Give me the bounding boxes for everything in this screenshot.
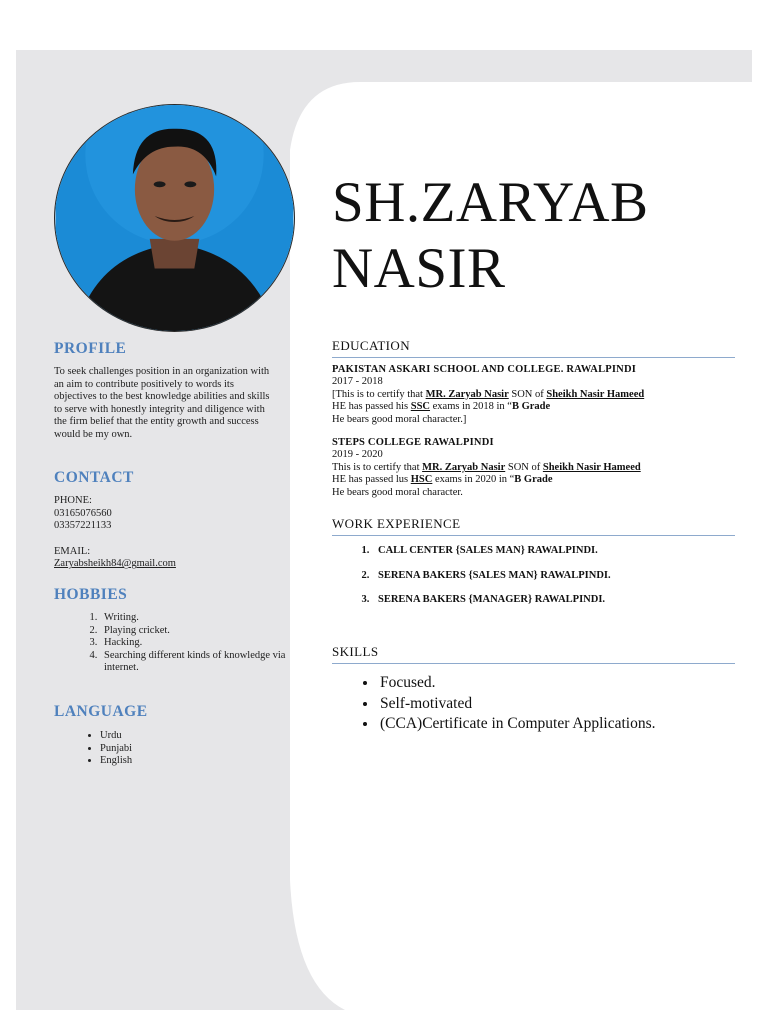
language-item: • English (100, 755, 294, 768)
student-name: MR. Zaryab Nasir (425, 388, 509, 400)
exam-grade: B Grade (511, 401, 551, 413)
hobbies-section (54, 586, 294, 675)
certificate-line (332, 389, 735, 401)
hobby-item: 3. Hacking. (100, 637, 300, 650)
exam-grade: B Grade (514, 474, 553, 486)
exam-text: HE has passed his (332, 401, 411, 413)
exam-line (332, 474, 735, 486)
contact-title: CONTACT (54, 469, 134, 486)
education-section (332, 338, 735, 499)
exam-name: SSC (410, 401, 431, 413)
profile-text: To seek challenges position in an organization with an aim to contribute positively to words its objectives to the best knowledge abilities and skills to serve with honestly integrity and diligence with the firm belief that the entity growth and success would be my own. (54, 366, 270, 440)
skills-list (332, 673, 735, 735)
education-title: EDUCATION (332, 338, 735, 358)
exam-line (332, 401, 735, 413)
person-portrait-image (55, 105, 294, 331)
education-years: 2019 - 2020 (332, 449, 383, 461)
certificate-line (332, 462, 735, 474)
work-item: 3. SERENA BAKERS {MANAGER} RAWALPINDI. (372, 594, 735, 605)
exam-text: exams in 2020 in “ (432, 474, 515, 486)
work-list (332, 545, 735, 605)
institution-name: PAKISTAN ASKARI SCHOOL AND COLLEGE. RAWALPINDI (332, 364, 637, 375)
language-item: • Urdu (100, 730, 294, 743)
email-label: EMAIL: (54, 545, 91, 557)
exam-name: HSC (410, 474, 433, 486)
profile-title: PROFILE (54, 340, 127, 357)
skill-item: • Focused. (378, 673, 735, 694)
work-experience-title: WORK EXPERIENCE (332, 516, 735, 536)
character-line: He bears good moral character.] (332, 413, 467, 425)
profile-section (54, 340, 294, 442)
language-title: LANGUAGE (54, 703, 148, 720)
hobbies-list (54, 612, 300, 675)
phone-label: PHONE: (54, 495, 92, 506)
skill-item: • (CCA)Certificate in Computer Applications. (378, 714, 735, 735)
skills-section (332, 644, 735, 735)
father-name: Sheikh Nasir Hameed (542, 461, 641, 473)
name-line-1: SH.ZARYAB (332, 171, 649, 234)
hobby-item: 4. Searching different kinds of knowledge via internet. (100, 650, 300, 675)
father-name: Sheikh Nasir Hameed (546, 388, 645, 400)
phone-number-1: 03165076560 (54, 507, 112, 519)
work-item: 1. CALL CENTER {SALES MAN} RAWALPINDI. (372, 545, 735, 556)
language-item: • Punjabi (100, 743, 294, 756)
work-item: 2. SERENA BAKERS {SALES MAN} RAWALPINDI. (372, 570, 735, 581)
certificate-text: SON of (508, 388, 547, 400)
work-experience-section (332, 516, 735, 619)
candidate-name (332, 170, 752, 302)
contact-section (54, 469, 294, 571)
phone-number-2: 03357221133 (54, 520, 112, 532)
education-entry (332, 364, 735, 426)
certificate-text: SON of (505, 461, 543, 473)
certificate-text: This is to certify that (332, 461, 423, 473)
language-list (54, 730, 294, 768)
exam-text: exams in 2018 in “ (430, 401, 512, 413)
skill-item: • Self-motivated (378, 694, 735, 715)
name-line-2: NASIR (332, 237, 506, 300)
hobby-item: 2. Playing cricket. (100, 625, 300, 638)
institution-name: STEPS COLLEGE RAWALPINDI (332, 437, 494, 449)
skills-title: SKILLS (332, 644, 735, 664)
exam-text: HE has passed lus (332, 474, 411, 486)
language-section (54, 703, 294, 768)
student-name: MR. Zaryab Nasir (422, 461, 506, 473)
education-entry (332, 437, 735, 499)
profile-photo (54, 104, 295, 332)
certificate-text: [This is to certify that (332, 388, 426, 400)
email-link[interactable]: Zaryabsheikh84@gmail.com (54, 558, 176, 570)
character-line: He bears good moral character. (332, 486, 463, 498)
hobbies-title: HOBBIES (54, 586, 128, 603)
education-years: 2017 - 2018 (332, 376, 383, 388)
hobby-item: 1. Writing. (100, 612, 300, 625)
